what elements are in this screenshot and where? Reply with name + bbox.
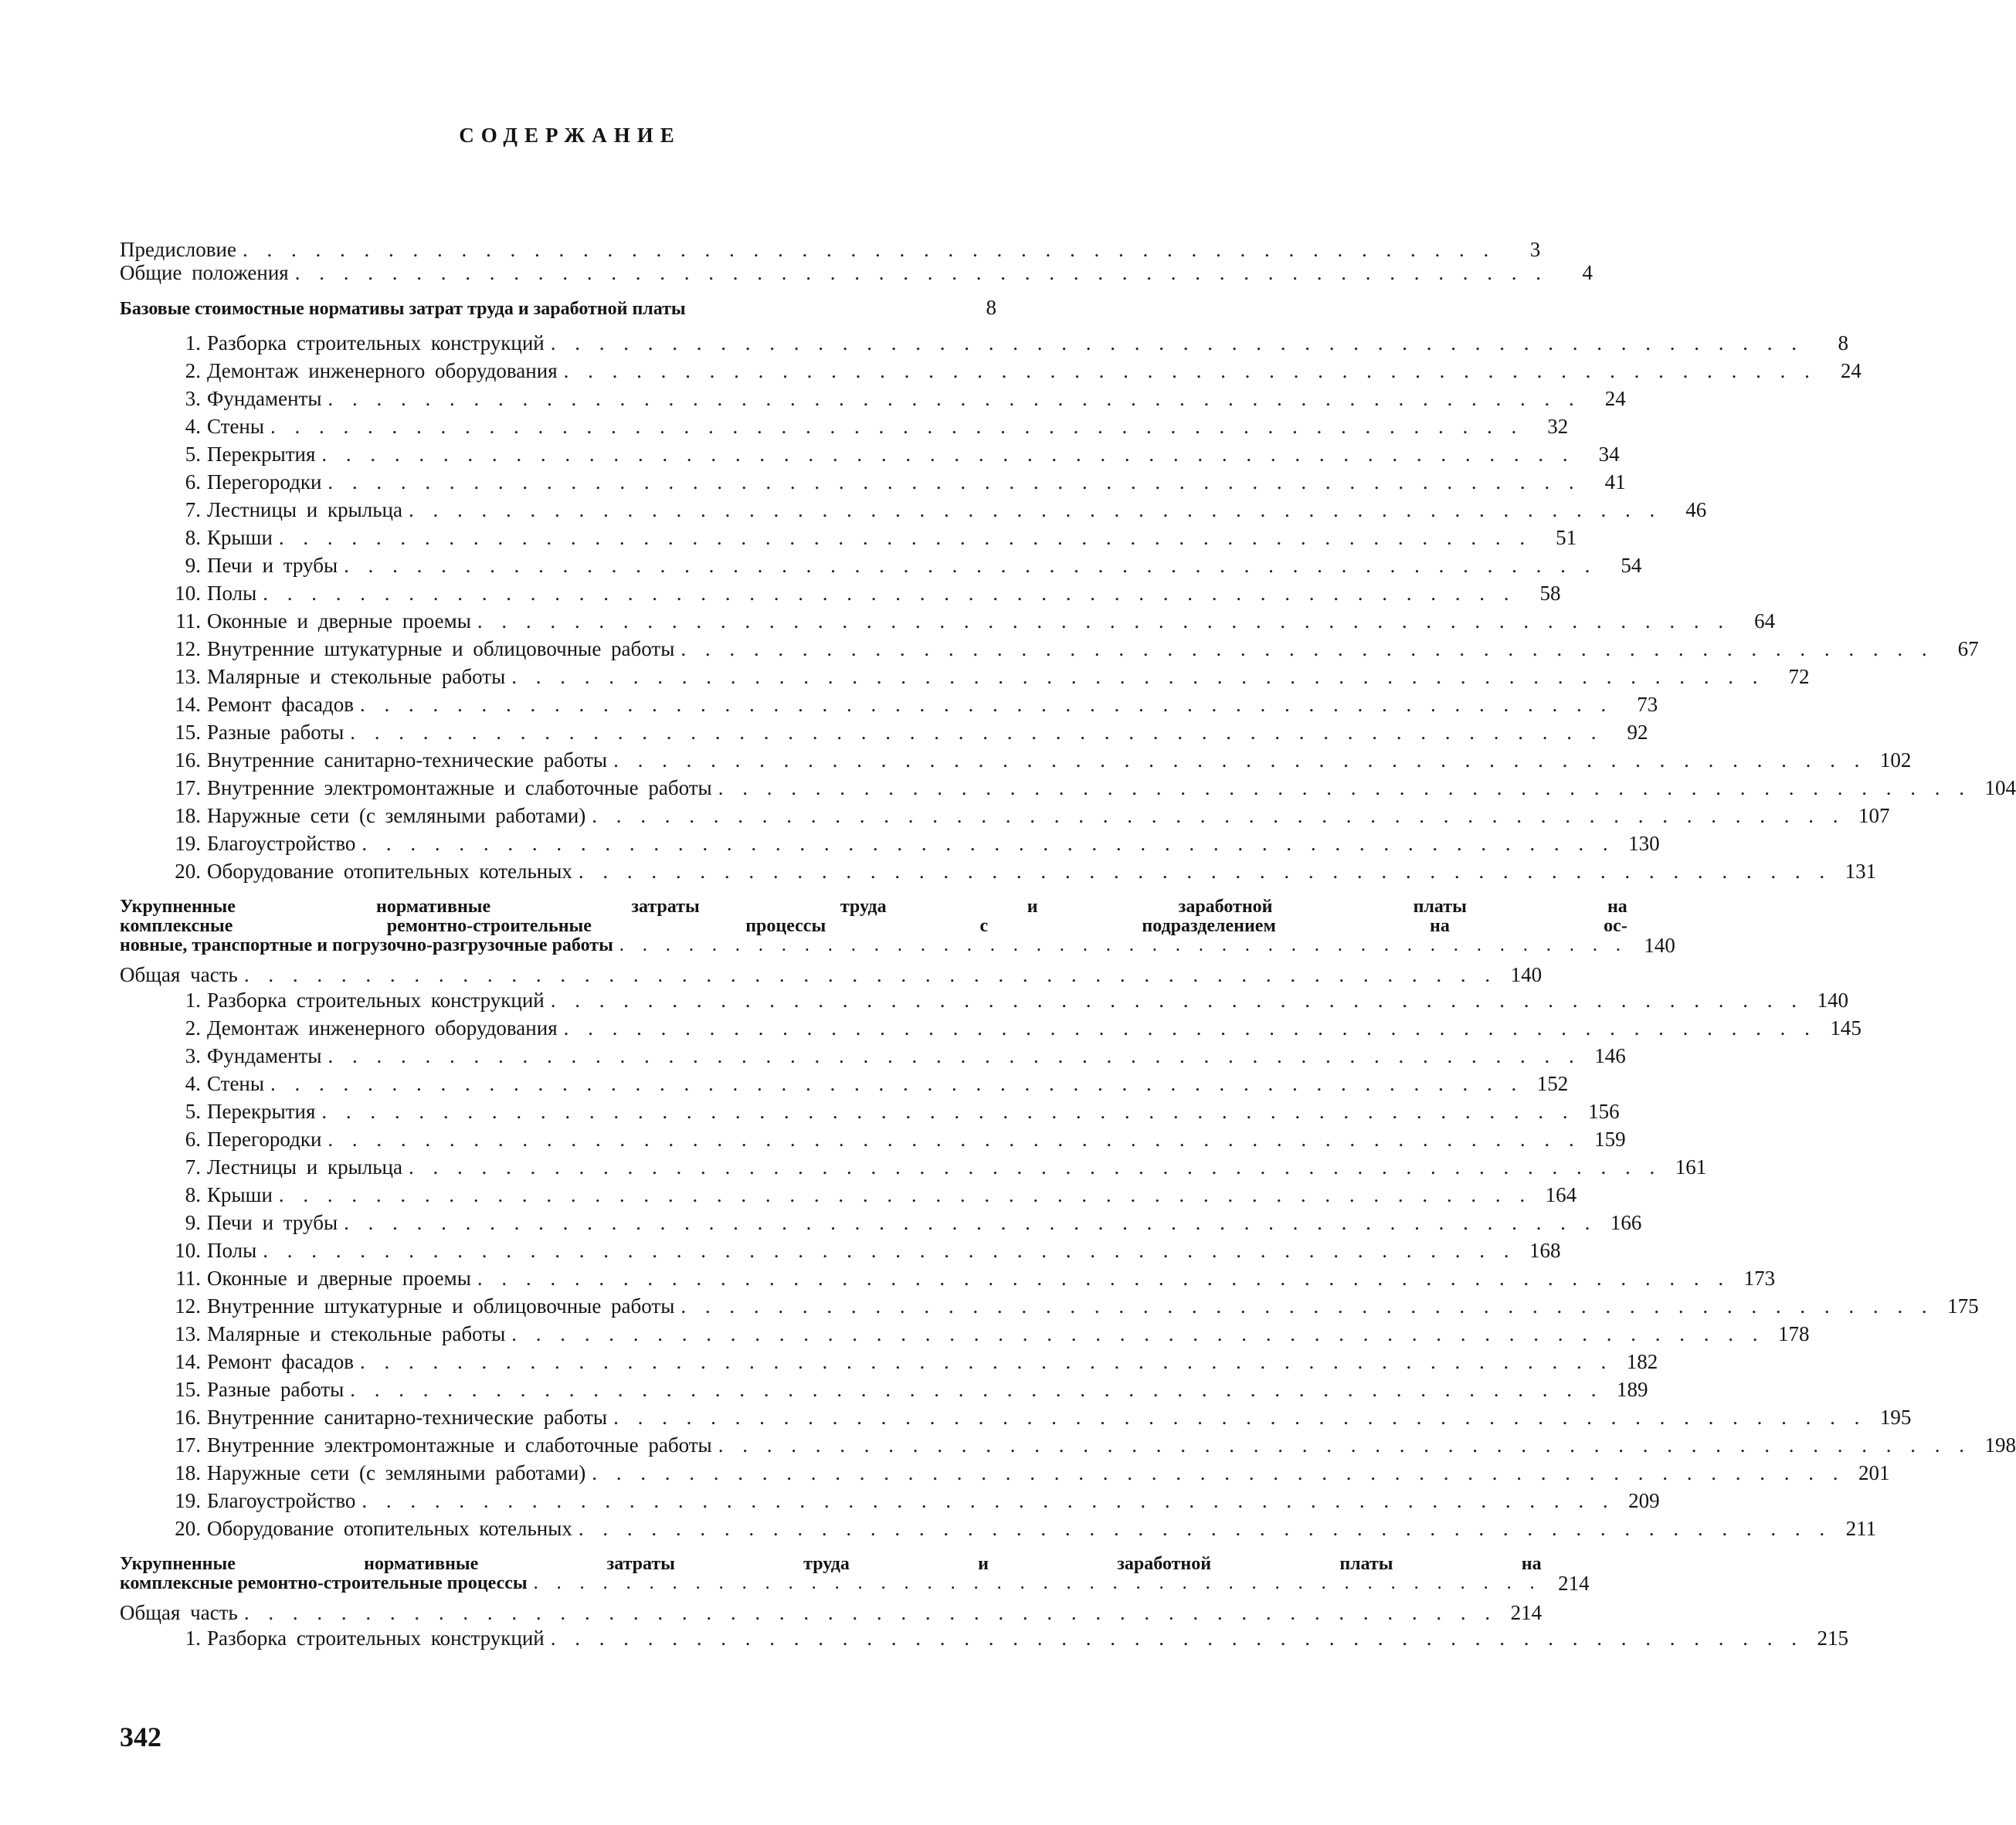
leader-dots (551, 329, 1804, 357)
leader-dots (592, 1459, 1845, 1487)
toc-entry-page: 58 (1539, 582, 1561, 605)
toc-entry-number: 18. (175, 1461, 201, 1484)
toc-entry-page: 164 (1545, 1183, 1577, 1206)
toc-entry (120, 829, 1660, 857)
leader-dots (328, 468, 1580, 496)
leader-dots (511, 663, 1764, 690)
section-heading-line: Укрупненные нормативные затраты труда и заработной платы на (120, 897, 1627, 917)
toc-entry-page: 130 (1628, 832, 1660, 855)
table-of-contents (120, 238, 2016, 1652)
leader-dots (279, 524, 1532, 551)
section-heading-line: комплексные ремонтно-строительные процессы (120, 1573, 528, 1593)
toc-entry-text: Демонтаж инженерного оборудования (207, 1016, 558, 1040)
toc-entry-number: 12. (175, 1294, 201, 1318)
toc-entry-number: 9. (185, 554, 201, 577)
leader-dots (579, 857, 1831, 885)
leader-dots (350, 718, 1603, 746)
section-heading-page: 214 (1558, 1572, 1590, 1595)
toc-entry-number: 12. (175, 637, 201, 660)
toc-entry-page: 215 (1817, 1627, 1848, 1650)
toc-entry-page: 140 (1817, 989, 1848, 1012)
toc-entry-text: Ремонт фасадов (207, 693, 354, 716)
toc-entry-page: 168 (1529, 1239, 1561, 1262)
toc-entry-text: Перекрытия (207, 1100, 316, 1123)
toc-entry-text: Лестницы и крыльца (207, 498, 402, 521)
part3-list (120, 1624, 1848, 1652)
toc-entry (120, 1125, 1626, 1153)
toc-entry (120, 1459, 1890, 1487)
toc-entry (120, 607, 1776, 635)
toc-entry-page: 175 (1947, 1294, 1979, 1318)
leader-dots (350, 1376, 1603, 1403)
toc-entry-number: 19. (175, 1489, 201, 1512)
toc-entry (120, 1431, 2016, 1459)
toc-entry-page: 41 (1604, 470, 1626, 494)
toc-entry (120, 774, 2016, 802)
leader-dots (409, 1153, 1661, 1181)
toc-entry-text: Предисловие (120, 238, 236, 261)
toc-entry-text: Наружные сети (с земляными работами) (207, 804, 586, 827)
toc-entry-page: 146 (1594, 1044, 1626, 1067)
toc-entry-number: 2. (185, 359, 201, 382)
toc-entry-text: Разборка строительных конструкций (207, 989, 545, 1012)
toc-entry-text: Полы (207, 1239, 257, 1262)
toc-entry-text: Внутренние штукатурные и облицовочные работы (207, 637, 675, 660)
section-heading-line-last (120, 936, 1627, 955)
toc-entry (120, 579, 1561, 607)
leader-dots (321, 440, 1574, 468)
toc-entry (120, 986, 1848, 1014)
toc-entry-text: Разборка строительных конструкций (207, 1627, 545, 1650)
toc-entry-text: Внутренние электромонтажные и слаботочные работы (207, 1433, 712, 1457)
toc-entry (120, 329, 1848, 357)
toc-entry (120, 385, 1626, 412)
toc-entry-page: 201 (1858, 1461, 1890, 1484)
leader-dots (244, 963, 1497, 986)
toc-entry-page: 178 (1777, 1322, 1810, 1345)
toc-entry-text: Ремонт фасадов (207, 1350, 354, 1373)
toc-entry-number: 20. (175, 1517, 201, 1540)
toc-entry-page: 32 (1547, 415, 1569, 438)
toc-entry (120, 468, 1626, 496)
section-heading-text: Базовые стоимостные нормативы затрат труда и заработной платы (120, 299, 686, 319)
leader-dots (551, 1624, 1804, 1652)
toc-entry-number: 18. (175, 804, 201, 827)
leader-dots (361, 829, 1614, 857)
leader-dots (409, 496, 1661, 524)
toc-entry-text: Перегородки (207, 470, 322, 494)
toc-entry-text: Общая часть (120, 963, 238, 986)
toc-entry-text: Печи и трубы (207, 1211, 338, 1234)
toc-entry-text: Внутренние санитарно-технические работы (207, 748, 608, 772)
toc-entry-text: Крыши (207, 526, 273, 549)
toc-entry-page: 182 (1626, 1350, 1658, 1373)
toc-entry-number: 11. (175, 1267, 201, 1290)
section-heading-line: комплексные ремонтно-строительные процессы с подразделением на ос- (120, 916, 1627, 936)
toc-entry-number: 14. (175, 1350, 201, 1373)
toc-entry-page: 159 (1594, 1128, 1626, 1151)
leader-dots (360, 1348, 1613, 1376)
toc-entry-number: 7. (185, 1155, 201, 1179)
toc-entry-page: 54 (1621, 554, 1642, 577)
toc-entry-text: Лестницы и крыльца (207, 1155, 402, 1179)
toc-entry (120, 1348, 1658, 1376)
leader-dots (680, 635, 1933, 663)
toc-entry (120, 551, 1642, 579)
toc-entry-preface (120, 238, 1541, 261)
toc-entry (120, 496, 1707, 524)
page-number: 342 (120, 1722, 161, 1752)
toc-entry-text: Оборудование отопительных котельных (207, 1517, 572, 1540)
toc-entry-page: 195 (1879, 1406, 1912, 1429)
toc-entry-number: 15. (175, 721, 201, 744)
leader-dots (534, 1574, 1542, 1593)
leader-dots (270, 1070, 1523, 1097)
toc-entry-text: Демонтаж инженерного оборудования (207, 359, 558, 382)
leader-dots (477, 607, 1730, 635)
toc-entry (120, 663, 1810, 690)
part1-list (120, 329, 2016, 885)
toc-entry-general-part (120, 1601, 1543, 1624)
toc-entry-text: Перекрытия (207, 443, 316, 466)
toc-entry (120, 1487, 1660, 1515)
toc-entry-text: Наружные сети (с земляными работами) (207, 1461, 586, 1484)
toc-entry-page: 107 (1858, 804, 1890, 827)
toc-entry (120, 1070, 1569, 1097)
leader-dots (270, 412, 1523, 440)
section-heading-line-last (120, 1574, 1542, 1593)
toc-entry-page: 102 (1879, 748, 1912, 772)
toc-entry-page: 166 (1610, 1211, 1642, 1234)
toc-entry-number: 15. (175, 1378, 201, 1401)
toc-entry-page: 3 (1529, 238, 1541, 261)
leader-dots (295, 261, 1548, 284)
toc-entry-number: 1. (185, 1627, 201, 1650)
toc-entry-text: Разные работы (207, 721, 344, 744)
toc-entry-page: 73 (1637, 693, 1658, 716)
toc-entry-page: 152 (1536, 1072, 1569, 1095)
toc-entry-number: 16. (175, 748, 201, 772)
toc-entry-page: 104 (1984, 776, 2016, 799)
toc-entry-page: 92 (1627, 721, 1648, 744)
toc-entry-page: 189 (1617, 1378, 1648, 1401)
toc-entry (120, 802, 1890, 829)
leader-dots (613, 746, 1866, 774)
toc-entry-number: 20. (175, 860, 201, 883)
toc-entry (120, 1209, 1642, 1236)
leader-dots (579, 1515, 1831, 1542)
toc-entry-text: Печи и трубы (207, 554, 338, 577)
toc-entry (120, 1376, 1648, 1403)
toc-entry (120, 635, 1979, 663)
toc-entry (120, 1292, 1979, 1320)
toc-entry-number: 6. (185, 470, 201, 494)
toc-entry (120, 1320, 1810, 1348)
leader-dots (718, 774, 1971, 802)
toc-entry-text: Благоустройство (207, 1489, 356, 1512)
toc-entry-number: 5. (185, 443, 201, 466)
leader-dots (511, 1320, 1764, 1348)
toc-entry-page: 46 (1685, 498, 1707, 521)
toc-entry (120, 746, 1912, 774)
toc-entry (120, 690, 1658, 718)
page-title: СОДЕРЖАНИЕ (459, 124, 681, 147)
leader-dots (328, 1042, 1580, 1070)
toc-entry-text: Благоустройство (207, 832, 356, 855)
toc-entry-text: Общие положения (120, 261, 289, 284)
toc-entry-page: 145 (1830, 1016, 1862, 1040)
section-heading-part2 (120, 897, 1675, 957)
toc-entry-number: 19. (175, 832, 201, 855)
toc-entry-page: 214 (1510, 1601, 1543, 1624)
toc-entry-page: 140 (1510, 963, 1543, 986)
leader-dots (361, 1487, 1614, 1515)
toc-entry-text: Общая часть (120, 1601, 238, 1624)
toc-entry-page: 209 (1628, 1489, 1660, 1512)
toc-entry-page: 198 (1984, 1433, 2016, 1457)
leader-dots (263, 1236, 1515, 1264)
toc-entry-page: 161 (1675, 1155, 1707, 1179)
toc-entry-page: 24 (1604, 387, 1626, 410)
toc-entry-page: 173 (1743, 1267, 1776, 1290)
toc-entry (120, 1181, 1577, 1209)
toc-entry (120, 1097, 1620, 1125)
toc-entry-general-part (120, 963, 1543, 986)
toc-entry (120, 718, 1648, 746)
leader-dots (619, 936, 1627, 955)
toc-entry-number: 10. (175, 1239, 201, 1262)
leader-dots (243, 238, 1495, 261)
toc-entry (120, 1403, 1912, 1431)
toc-entry-page: 211 (1845, 1517, 1877, 1540)
toc-entry-text: Стены (207, 1072, 265, 1095)
toc-entry-number: 2. (185, 1016, 201, 1040)
section-heading-line: Укрупненные нормативные затраты труда и заработной платы на (120, 1554, 1542, 1574)
toc-entry-number: 11. (175, 609, 201, 633)
toc-entry-page: 8 (1838, 331, 1848, 354)
toc-entry-text: Внутренние штукатурные и облицовочные работы (207, 1294, 675, 1318)
toc-entry (120, 1153, 1707, 1181)
toc-entry (120, 1515, 1877, 1542)
section-heading-page: 140 (1644, 934, 1675, 957)
toc-entry-page: 64 (1754, 609, 1776, 633)
toc-entry-number: 1. (185, 331, 201, 354)
toc-entry-number: 16. (175, 1406, 201, 1429)
toc-entry-number: 13. (175, 665, 201, 688)
toc-entry-number: 8. (185, 1183, 201, 1206)
toc-entry-text: Фундаменты (207, 387, 322, 410)
leader-dots (328, 1125, 1580, 1153)
toc-entry (120, 1014, 1862, 1042)
toc-entry-number: 9. (185, 1211, 201, 1234)
toc-entry-page: 72 (1788, 665, 1810, 688)
leader-dots (680, 1292, 1933, 1320)
toc-entry-number: 6. (185, 1128, 201, 1151)
toc-entry (120, 412, 1569, 440)
leader-dots (592, 802, 1845, 829)
toc-entry-number: 3. (185, 387, 201, 410)
leader-dots (244, 1601, 1497, 1624)
toc-entry-text: Внутренние электромонтажные и слаботочные работы (207, 776, 712, 799)
leader-dots (718, 1431, 1971, 1459)
section-heading-page: 8 (986, 296, 996, 319)
leader-dots (477, 1264, 1730, 1292)
leader-dots (564, 1014, 1817, 1042)
toc-entry (120, 524, 1577, 551)
toc-entry-page: 131 (1845, 860, 1877, 883)
toc-entry-number: 4. (185, 415, 201, 438)
leader-dots (263, 579, 1515, 607)
toc-entry-number: 3. (185, 1044, 201, 1067)
toc-entry-number: 7. (185, 498, 201, 521)
toc-entry-number: 13. (175, 1322, 201, 1345)
toc-entry-page: 51 (1556, 526, 1577, 549)
toc-entry-page: 156 (1588, 1100, 1620, 1123)
toc-entry (120, 1042, 1626, 1070)
leader-dots (328, 385, 1580, 412)
toc-entry-text: Оконные и дверные проемы (207, 1267, 471, 1290)
toc-entry-number: 10. (175, 582, 201, 605)
toc-entry-text: Малярные и стекольные работы (207, 665, 506, 688)
toc-entry (120, 1236, 1561, 1264)
toc-entry (120, 357, 1862, 385)
toc-entry-text: Полы (207, 582, 257, 605)
toc-entry (120, 1264, 1776, 1292)
leader-dots (360, 690, 1613, 718)
toc-entry-text: Оборудование отопительных котельных (207, 860, 572, 883)
toc-entry-number: 17. (175, 776, 201, 799)
leader-dots (279, 1181, 1532, 1209)
toc-entry-text: Фундаменты (207, 1044, 322, 1067)
toc-entry (120, 440, 1620, 468)
leader-dots (344, 551, 1597, 579)
toc-entry-number: 4. (185, 1072, 201, 1095)
toc-entry (120, 857, 1877, 885)
toc-entry (120, 1624, 1848, 1652)
section-heading-part3 (120, 1554, 1590, 1595)
leader-dots (613, 1403, 1866, 1431)
toc-entry-page: 34 (1598, 443, 1620, 466)
toc-entry-text: Внутренние санитарно-технические работы (207, 1406, 608, 1429)
toc-entry-number: 14. (175, 693, 201, 716)
toc-entry-page: 67 (1957, 637, 1979, 660)
toc-entry-text: Разборка строительных конструкций (207, 331, 545, 354)
section-heading-line: новные, транспортные и погрузочно-разгрузочные работы (120, 935, 613, 955)
toc-entry-text: Крыши (207, 1183, 273, 1206)
leader-dots (564, 357, 1817, 385)
toc-entry-number: 8. (185, 526, 201, 549)
toc-entry-number: 1. (185, 989, 201, 1012)
toc-entry-text: Перегородки (207, 1128, 322, 1151)
toc-entry-number: 17. (175, 1433, 201, 1457)
toc-entry-text: Разные работы (207, 1378, 344, 1401)
toc-entry-page: 4 (1582, 261, 1593, 284)
toc-entry-general-provisions (120, 261, 1593, 284)
section-heading-part1 (120, 295, 996, 321)
toc-entry-number: 5. (185, 1100, 201, 1123)
toc-entry-text: Малярные и стекольные работы (207, 1322, 506, 1345)
toc-entry-page: 24 (1840, 359, 1862, 382)
leader-dots (344, 1209, 1597, 1236)
leader-dots (321, 1097, 1574, 1125)
toc-entry-text: Оконные и дверные проемы (207, 609, 471, 633)
toc-entry-text: Стены (207, 415, 265, 438)
part2-list (120, 986, 2016, 1542)
leader-dots (551, 986, 1804, 1014)
